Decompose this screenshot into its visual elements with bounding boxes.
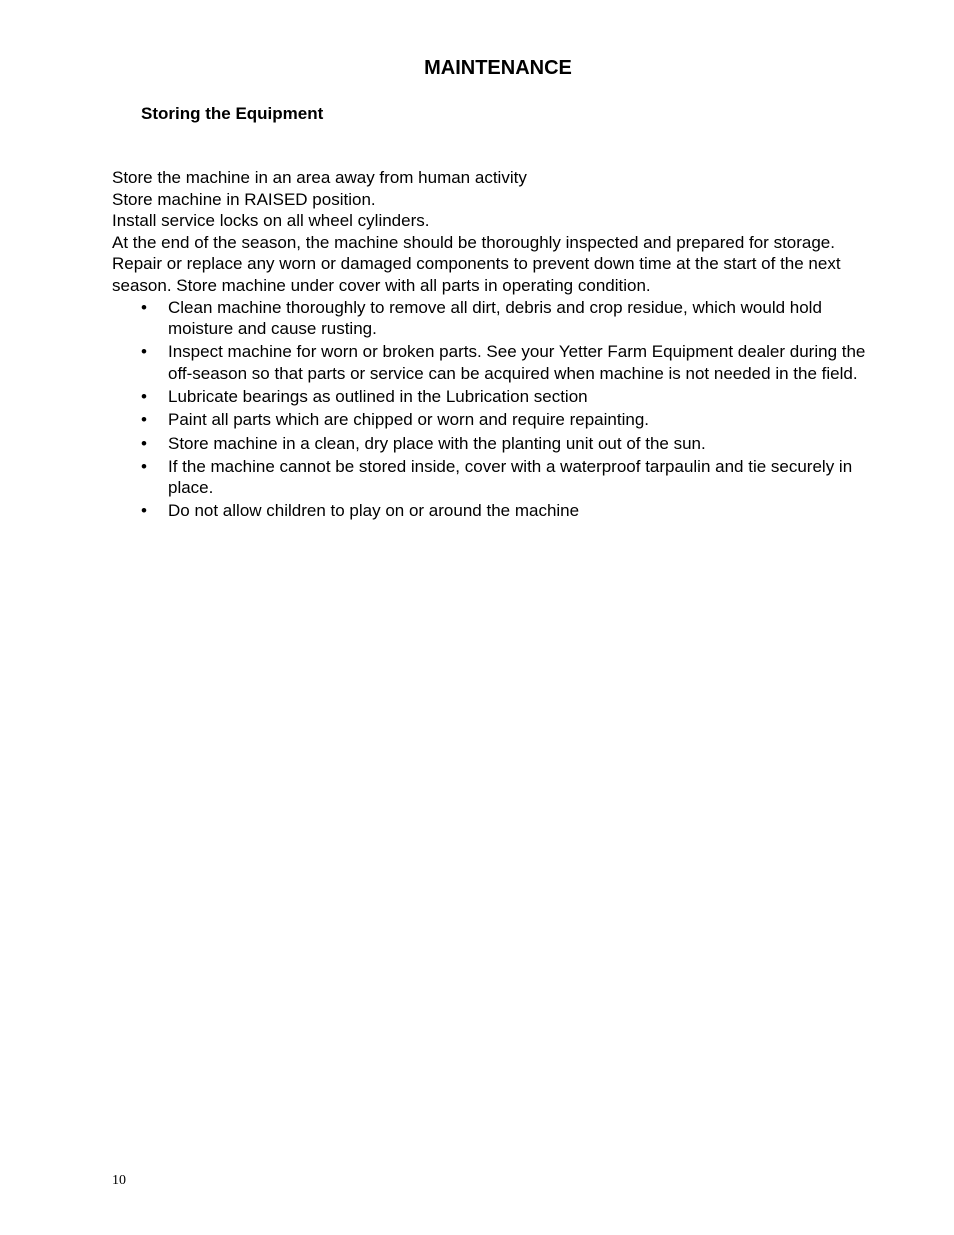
- page-title: MAINTENANCE: [424, 57, 572, 79]
- page-number: 10: [112, 1173, 126, 1188]
- bullet-icon: •: [141, 410, 147, 430]
- list-item: [112, 500, 872, 522]
- body-text: [112, 167, 872, 524]
- list-item-text: Lubricate bearings as outlined in the Lubrication section: [168, 387, 588, 407]
- list-item-text: Clean machine thoroughly to remove all dirt, debris and crop residue, which would hold moisture and cause rusting.: [168, 297, 822, 339]
- list-item: [112, 456, 872, 499]
- intro-paragraph: At the end of the season, the machine should be thoroughly inspected and prepared for storage. Repair or replace any worn or damaged components to prevent down time at the start of the next season. Store machine under cover with all parts in operating condition.: [112, 232, 841, 295]
- list-item-text: Inspect machine for worn or broken parts. See your Yetter Farm Equipment dealer during the off-season so that parts or service can be acquired when machine is not needed in the field.: [168, 342, 866, 383]
- bullet-icon: •: [141, 456, 147, 476]
- list-item: [112, 386, 872, 408]
- section-heading: Storing the Equipment: [141, 104, 324, 123]
- list-item-text: Do not allow children to play on or around the machine: [168, 501, 580, 521]
- list-item: [112, 409, 872, 431]
- list-item-text: Store machine in a clean, dry place with the planting unit out of the sun.: [168, 433, 706, 453]
- bullet-icon: •: [141, 387, 147, 407]
- list-item: [112, 433, 872, 455]
- intro-line: Store the machine in an area away from human activity: [112, 168, 527, 187]
- list-item-text: If the machine cannot be stored inside, cover with a waterproof tarpaulin and tie securely in place.: [168, 456, 853, 498]
- intro-line: Store machine in RAISED position.: [112, 189, 376, 209]
- storage-checklist: [112, 297, 872, 523]
- list-item-text: Paint all parts which are chipped or worn and require repainting.: [168, 410, 649, 430]
- list-item: [112, 341, 872, 384]
- list-item: [112, 297, 872, 340]
- bullet-icon: •: [141, 342, 147, 362]
- bullet-icon: •: [141, 433, 147, 453]
- intro-line: Install service locks on all wheel cylinders.: [112, 211, 430, 231]
- bullet-icon: •: [141, 297, 147, 317]
- bullet-icon: •: [141, 501, 147, 521]
